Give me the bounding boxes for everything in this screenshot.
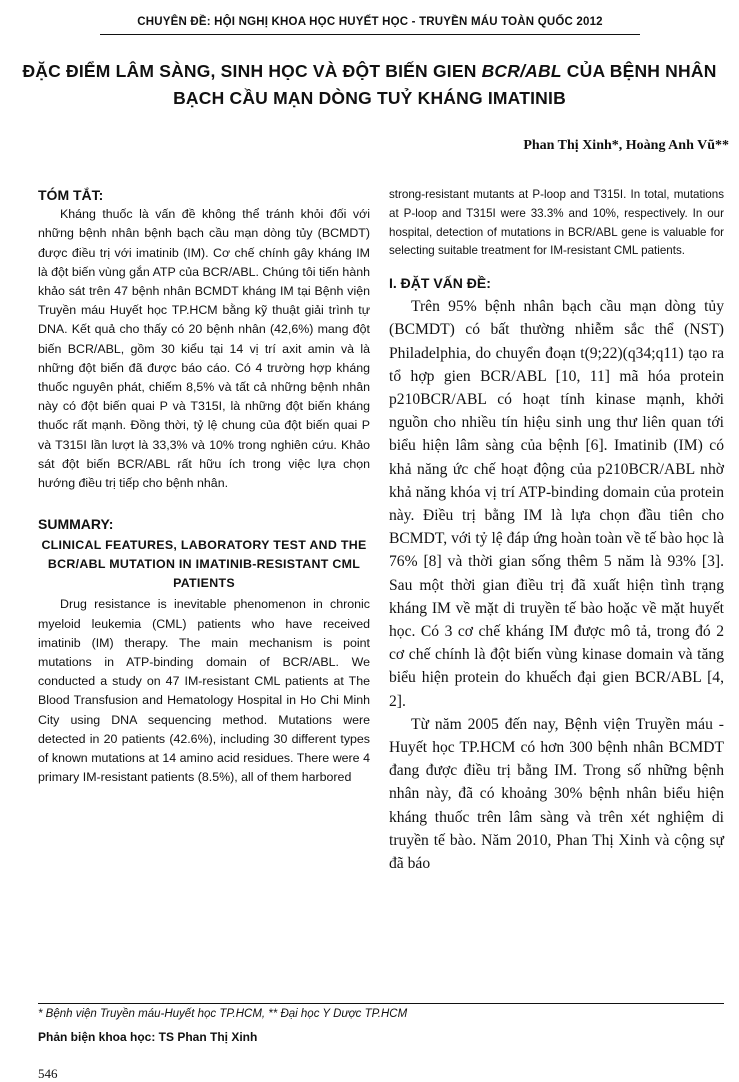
- header-rule: [100, 34, 640, 35]
- title-gene-name: BCR/ABL: [481, 61, 562, 81]
- left-column: [38, 186, 370, 787]
- abstract-vn-text: Kháng thuốc là vấn đề không thể tránh khỏi đối với những bệnh nhân bệnh bạch cầu mạn dòng tủy (BCMDT) được điều trị với imatinib (IM). Cơ chế chính gây kháng IM là đột biến vùng gắn ATP của BCR/ABL. Chúng tôi tiến hành khảo sát trên 47 bệnh nhân BCMDT kháng IM tại Bệnh viện Truyền máu Huyết học TP.HCM bằng kỹ thuật giải trình tự DNA. Kết quả cho thấy có 20 bệnh nhân (42,6%) mang đột biến BCR/ABL, gồm 30 kiểu tại 14 vị trí axit amin và là những đột biến đã được báo cáo. Có 4 trường hợp kháng thuốc nguyên phát, chiếm 8,5% và tất cả những bệnh nhân này có đột biến quai P và T315I, là những đột biến kháng thuốc rất mạnh. Đồng thời, tỷ lệ chung của đột biến quai P và T315I lần lượt là 33,3% và 10% trong nghiên cứu. Khảo sát đột biến BCR/ABL rất hữu ích trong việc lựa chọn hướng điều trị tiếp cho bệnh nhân.: [38, 207, 370, 491]
- abstract-vn-heading: TÓM TẮT:: [38, 187, 104, 203]
- section-1-paragraph-2: Từ năm 2005 đến nay, Bệnh viện Truyền máu - Huyết học TP.HCM có hơn 300 bệnh nhân BCMDT đang được điều trị bằng IM. Trong số những bệnh nhân này, đã có khoảng 30% bệnh nhân biểu hiện kháng thuốc trên lâm sàng và trên xét nghiệm di truyền tế bào. Năm 2010, Phan Thị Xinh và cộng sự đã báo: [389, 715, 724, 873]
- right-column: [389, 186, 724, 875]
- title-part-1: ĐẶC ĐIỂM LÂM SÀNG, SINH HỌC VÀ ĐỘT BIẾN GIEN: [22, 61, 482, 81]
- footnote-reviewer: Phản biện khoa học: TS Phan Thị Xinh: [38, 1030, 258, 1044]
- page-number: 546: [38, 1066, 58, 1081]
- section-1-paragraph-1: Trên 95% bệnh nhân bạch cầu mạn dòng tủy (BCMDT) có bất thường nhiễm sắc thể (NST) Philadelphia, do chuyển đoạn t(9;22)(q34;q11) tạo ra tổ hợp gien BCR/ABL [10, 11] mã hóa protein p210BCR/ABL có hoạt tính kinase mạnh, khởi nguồn cho nhiều tín hiệu sinh ung thư liên quan tới biểu hiện lâm sàng của bệnh [6]. Imatinib (IM) có khả năng ức chế hoạt động của p210BCR/ABL nhờ khả năng khóa vị trí ATP-binding domain của protein này. Điều trị bằng IM là lựa chọn đầu tiên cho BCMDT, với tỷ lệ đáp ứng hoàn toàn về tế bào học là 76% [8] và thời gian sống thêm 5 năm là 93% [3]. Sau một thời gian điều trị đã xuất hiện tình trạng kháng IM về mặt di truyền tế bào hoặc về mặt huyết học. Có 3 cơ chế kháng IM được mô tả, trong đó 2 cơ chế chính là đột biến vùng kinase domain và tăng biểu hiện protein do khuếch đại gien BCR/ABL [4, 2].: [389, 298, 724, 710]
- article-title: [20, 58, 719, 112]
- summary-text-right: strong-resistant mutants at P-loop and T315I. In total, mutations at P-loop and T315I were 33.3% and 10%, respectively. In our hospital, detection of mutations in BCR/ABL gene is valuable for selecting suitable treatment for IM-resistant CML patients.: [389, 188, 724, 258]
- running-header: CHUYÊN ĐỀ: HỘI NGHỊ KHOA HỌC HUYẾT HỌC - TRUYỀN MÁU TOÀN QUỐC 2012: [137, 16, 603, 28]
- title-part-2: CỦA BỆNH NHÂN BẠCH CẦU MẠN DÒNG TUỶ KHÁNG IMATINIB: [173, 61, 717, 108]
- summary-title: CLINICAL FEATURES, LABORATORY TEST AND THE BCR/ABL MUTATION IN IMATINIB-RESISTANT CML PATIENTS: [41, 538, 367, 591]
- summary-heading: SUMMARY:: [38, 516, 114, 533]
- footnote-rule: [38, 1003, 724, 1004]
- authors: Phan Thị Xinh*, Hoàng Anh Vũ**: [523, 138, 729, 153]
- footnote-affiliations: * Bệnh viện Truyền máu-Huyết học TP.HCM, ** Đại học Y Dược TP.HCM: [38, 1008, 408, 1020]
- section-1-heading: I. ĐẶT VẤN ĐỀ:: [389, 275, 491, 292]
- summary-text-left: Drug resistance is inevitable phenomenon in chronic myeloid leukemia (CML) patients who have received imatinib (IM) therapy. The main mechanism is point mutations in ATP-binding domain of BCR/ABL. We conducted a study on 47 IM-resistant CML patients at The Blood Transfusion and Hematology Hospital in Ho Chi Minh City using DNA sequencing method. Mutations were detected in 20 patients (42.6%), including 30 different types of known mutations at 14 amino acid residues. There were 4 primary IM-resistant patients (8.5%), all of them harbored: [38, 597, 370, 785]
